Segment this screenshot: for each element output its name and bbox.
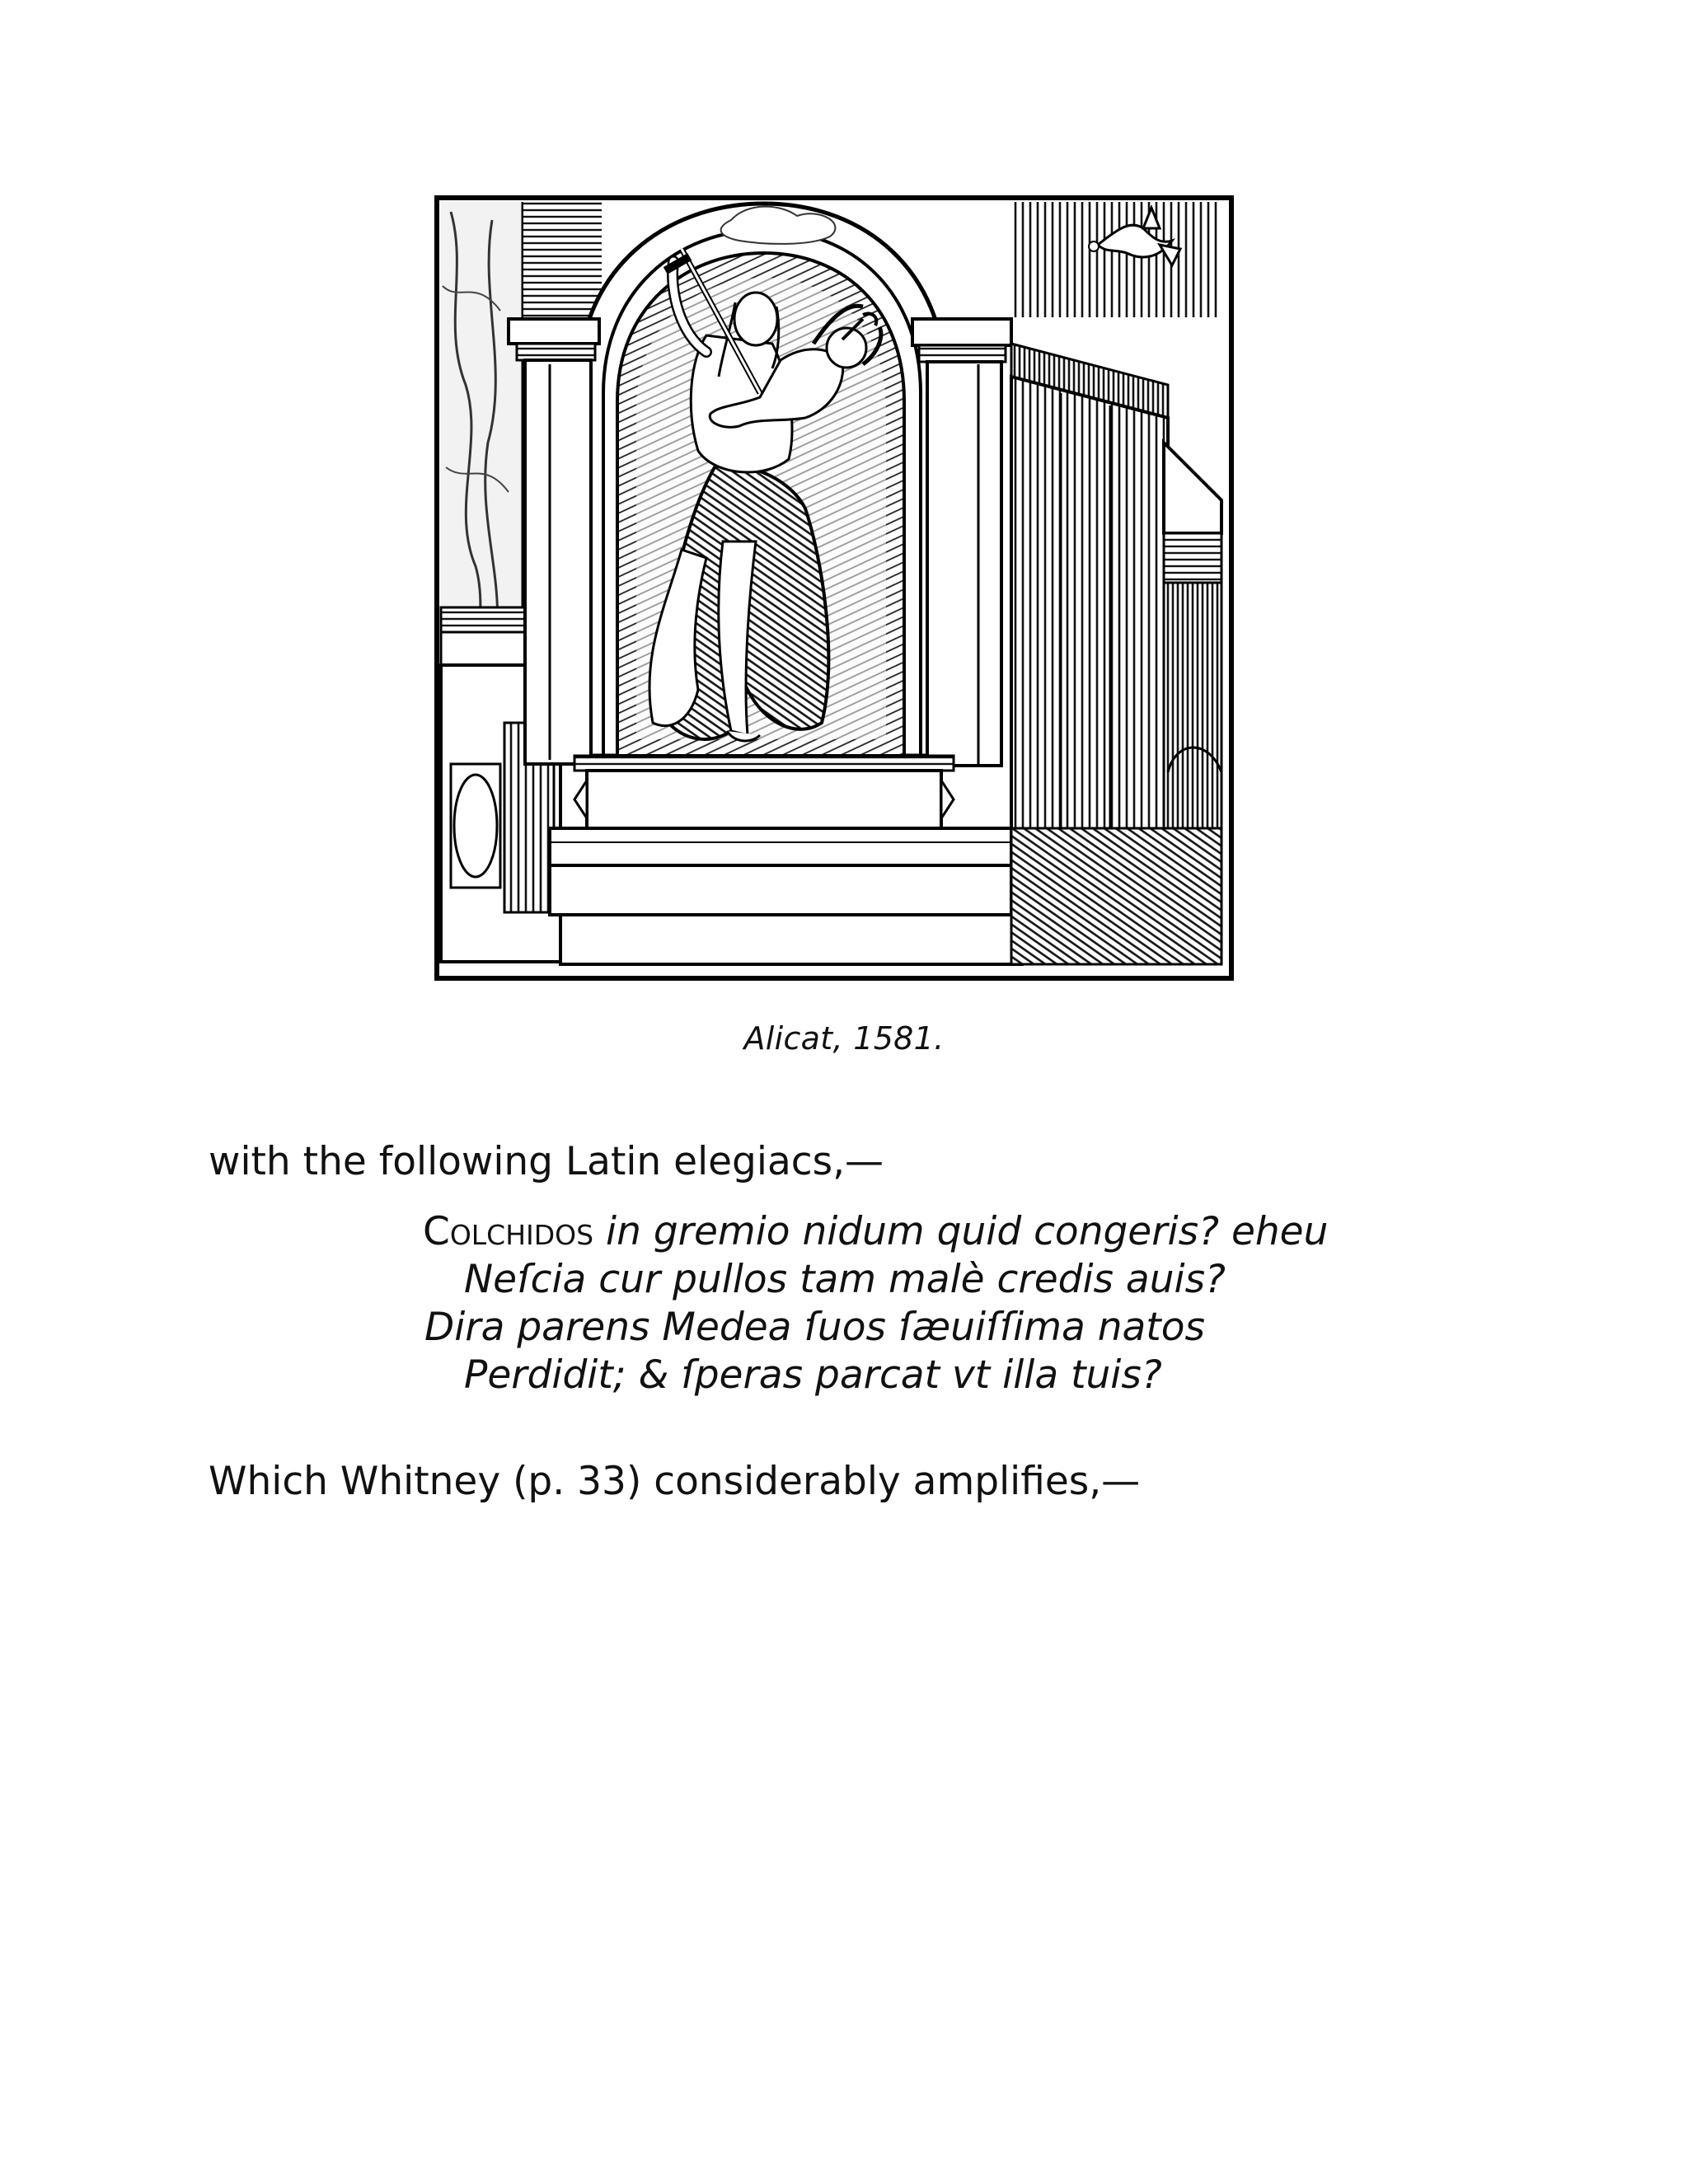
- verse-line-2: Neſcia cur pullos tam malè credis auis?: [464, 1257, 1226, 1302]
- verse-line-1-text: in gremio nidum quid congeris? eheu: [593, 1209, 1329, 1254]
- verse-line-1: [423, 1208, 1328, 1256]
- verse-line-1-small-caps: Colchidos: [423, 1209, 594, 1254]
- outro-paragraph: Which Whitney (p. 33) considerably amplifies,—: [209, 1459, 1141, 1504]
- figure-caption: Alicat, 1581.: [743, 1020, 945, 1057]
- verse-line-3: Dira parens Medea ſuos ſæuiſſima natos: [424, 1305, 1205, 1350]
- woodcut-medea-image: [434, 195, 1234, 981]
- woodcut-illustration: [434, 195, 1234, 981]
- intro-paragraph: with the following Latin elegiacs,—: [209, 1139, 884, 1184]
- verse-line-4: Perdidit; & ſperas parcat vt illa tuis?: [464, 1352, 1162, 1398]
